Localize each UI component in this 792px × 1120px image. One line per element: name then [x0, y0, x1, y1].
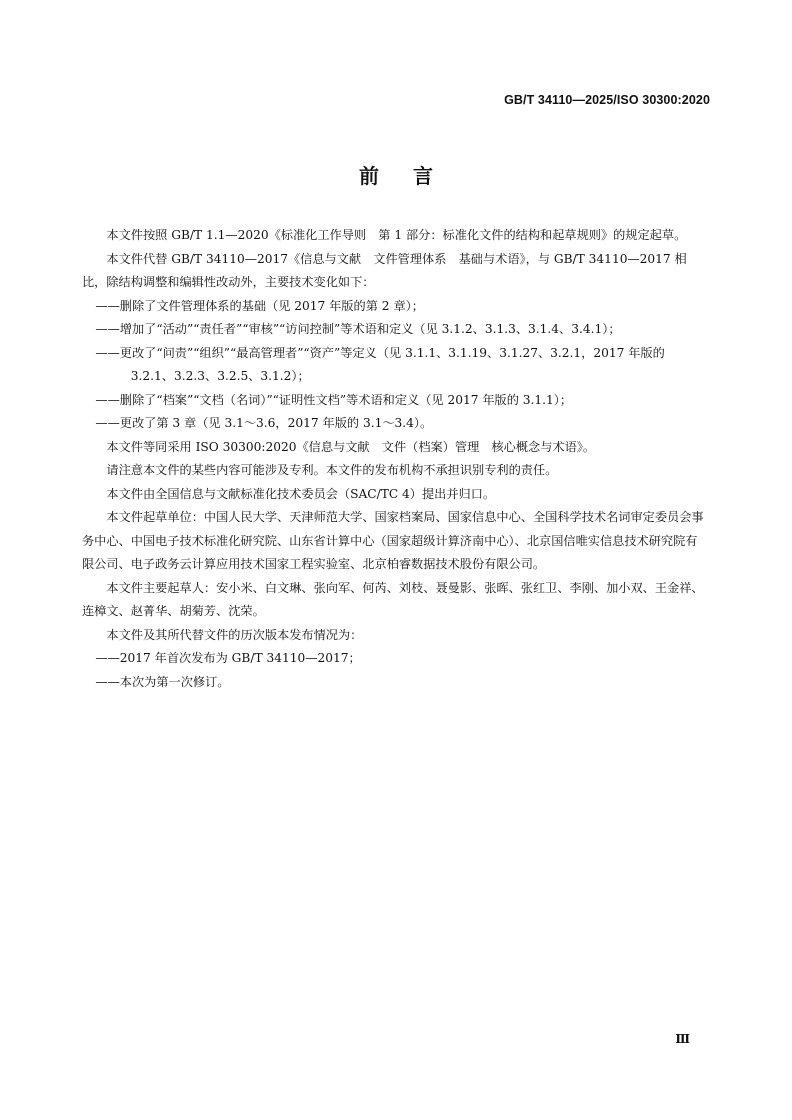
change-item: ——更改了第 3 章（见 3.1～3.6，2017 年版的 3.1～3.4）。 — [95, 416, 433, 430]
paragraph-drafting-rules: 本文件按照 GB/T 1.1—2020《标准化工作导则 第 1 部分：标准化文件的结构和起草规则》的规定起草。 — [106, 228, 687, 242]
change-item: ——增加了“活动”“责任者”“审核”“访问控制”等术语和定义（见 3.1.2、3.1.3、3.1.4、3.4.1）； — [95, 322, 621, 336]
page-title: 前言 — [359, 164, 467, 188]
paragraph-history: 本文件及其所代替文件的历次版本发布情况为： — [106, 627, 363, 642]
standard-code: GB/T 34110—2025/ISO 30300:2020 — [504, 93, 710, 107]
paragraph-drafters: 本文件主要起草人：安小米、白文琳、张向军、何芮、刘枝、聂曼影、张晖、张红卫、李刚、加小双、王金祥、连樟文、赵菁华、胡菊芳、沈荣。 — [82, 580, 704, 618]
change-item: ——删除了文件管理体系的基础（见 2017 年版的第 2 章）； — [95, 298, 424, 313]
history-item: ——本次为第一次修订。 — [95, 674, 230, 689]
change-item: ——更改了“问责”“组织”“最高管理者”“资产”等定义（见 3.1.1、3.1.19、3.1.27、3.2.1，2017 年版的 3.2.1、3.2.3、3.2.5、3.1.2）； — [95, 345, 665, 383]
history-item: ——2017 年首次发布为 GB/T 34110—2017； — [95, 651, 361, 665]
paragraph-adoption: 本文件等同采用 ISO 30300:2020《信息与文献 文件（档案）管理 核心概念与术语》。 — [106, 439, 596, 454]
paragraph-proposer: 本文件由全国信息与文献标准化技术委员会（SAC/TC 4）提出并归口。 — [106, 486, 496, 501]
document-body — [82, 224, 708, 694]
paragraph-patent-notice: 请注意本文件的某些内容可能涉及专利。本文件的发布机构不承担识别专利的责任。 — [106, 463, 558, 477]
paragraph-replaces: 本文件代替 GB/T 34110—2017《信息与文献 文件管理体系 基础与术语》，与 GB/T 34110—2017 相比，除结构调整和编辑性改动外，主要技术变化如下： — [82, 251, 687, 289]
page-number: Ⅲ — [675, 1032, 690, 1046]
paragraph-drafting-units: 本文件起草单位：中国人民大学、天津师范大学、国家档案局、国家信息中心、全国科学技术名词审定委员会事务中心、中国电子技术标准化研究院、山东省计算中心（国家超级计算济南中心）、北京国信唯实信息技术研究院有限公司、电子政务云计算应用技术国家工程实验室、北京柏睿数据技术股份有限公司。 — [82, 510, 704, 571]
change-item: ——删除了“档案”“文档（名词）”“证明性文档”等术语和定义（见 2017 年版的 3.1.1）； — [95, 392, 573, 407]
